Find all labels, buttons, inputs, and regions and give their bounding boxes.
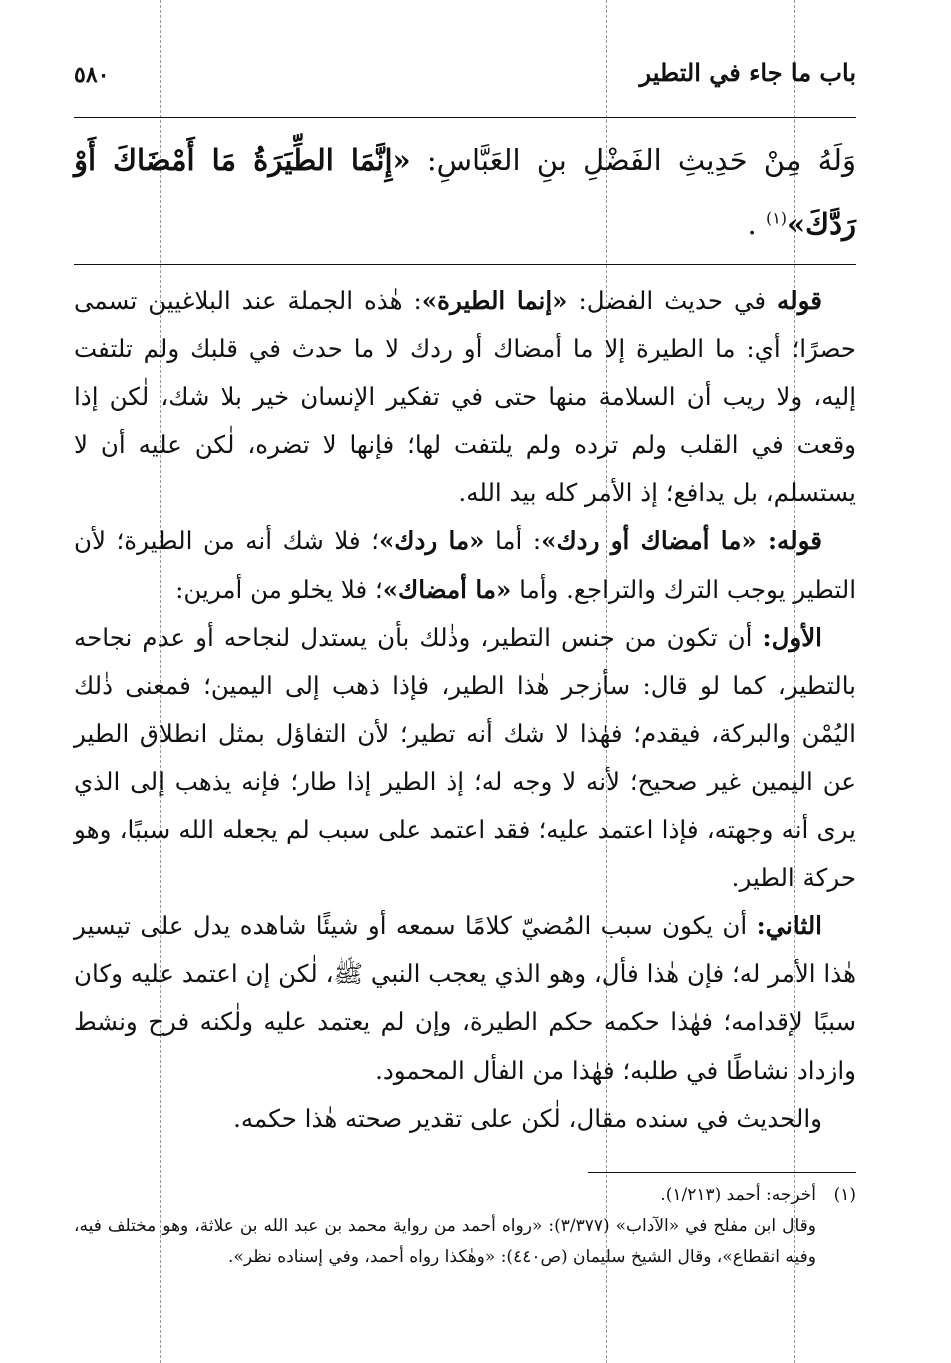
paragraph-lead: الثاني: bbox=[756, 911, 822, 941]
paragraph-text: في حديث الفضل: bbox=[567, 286, 778, 315]
commentary-paragraph-4 bbox=[74, 902, 856, 1094]
hadith-rule bbox=[74, 264, 856, 265]
paragraph-text: : أما bbox=[484, 526, 542, 556]
footnote-text: أخرجه: أحمد (١/٢١٣). bbox=[660, 1185, 816, 1205]
running-title: باب ما جاء في التطير bbox=[639, 58, 856, 87]
footnotes bbox=[74, 1180, 856, 1273]
commentary bbox=[74, 277, 856, 1143]
hadith-end: . bbox=[747, 207, 766, 241]
hadith-quote: «إِنَّمَا الطِّيَرَةُ مَا أَمْضَاكَ أَوْ رَدَّكَ» bbox=[74, 143, 856, 241]
commentary-paragraph-3 bbox=[74, 614, 856, 903]
paragraph-text: ؛ فلا شك أنه من الطيرة؛ لأن التطير يوجب الترك والتراجع. وأما bbox=[74, 526, 856, 604]
book-page bbox=[74, 0, 856, 1363]
quoted-phrase: «ما ردك» bbox=[378, 526, 485, 556]
commentary-paragraph-2 bbox=[74, 517, 856, 613]
paragraph-lead: الأول: bbox=[762, 622, 822, 652]
hadith-text bbox=[74, 128, 856, 256]
quoted-phrase: «إنما الطيرة» bbox=[421, 286, 568, 315]
footnote-rule bbox=[588, 1172, 856, 1173]
paragraph-text: والحديث في سنده مقال، لٰكن على تقدير صحته هٰذا حكمه. bbox=[233, 1103, 822, 1133]
footnote-mark: (١) bbox=[833, 1185, 856, 1205]
paragraph-lead: قوله: «ما أمضاك أو ردك» bbox=[541, 526, 822, 556]
quoted-phrase: «ما أمضاك» bbox=[382, 574, 512, 604]
commentary-paragraph-5 bbox=[74, 1095, 856, 1143]
paragraph-text: : هٰذه الجملة عند البلاغيين تسمى حصرًا؛ أي: ما الطيرة إلا ما أمضاك أو ردك لا ما حدث في قلبك ولم تلتفت إليه، ولا ريب أن السلامة منها حتى في تفكير الإنسان خير بلا شك، لٰكن إذا وقعت في القلب ولم ترده ولم يلتفت لها؛ فإنها لا تضره، لٰكن عليه أن لا يستسلم، بل يدافع؛ إذ الأمر كله بيد الله. bbox=[74, 286, 856, 508]
paragraph-lead: قوله bbox=[777, 286, 823, 315]
paragraph-text: ؛ فلا يخلو من أمرين: bbox=[175, 574, 383, 604]
paragraph-text: أن يكون سبب المُضيّ كلامًا سمعه أو شيئًا شاهده يدل على تيسير هٰذا الأمر له؛ فإن هٰذا فأل، وهو الذي يعجب النبي ﷺ، لٰكن إن اعتمد عليه وكان سببًا لإقدامه؛ فهٰذا حكمه حكم الطيرة، وإن لم يعتمد عليه ولٰكنه فرح ونشط وازداد نشاطًا في طلبه؛ فهٰذا من الفأل المحمود. bbox=[74, 911, 856, 1085]
hadith-intro: وَلَهُ مِنْ حَدِيثِ الفَضْلِ بنِ العَبَّاسِ: bbox=[410, 143, 857, 177]
footnote-reference[interactable]: (١) bbox=[765, 208, 788, 228]
page-number: ٥٨٠ bbox=[74, 62, 110, 88]
commentary-paragraph-1 bbox=[74, 277, 856, 517]
paragraph-text: أن تكون من جنس التطير، وذٰلك بأن يستدل لنجاحه أو عدم نجاحه بالتطير، كما لو قال: سأزجر هٰذا الطير، فإذا ذهب إلى اليمين؛ فمعنى ذٰلك اليُمْن والبركة، فيقدم؛ فهٰذا لا شك أنه تطير؛ لأن التفاؤل بمثل انطلاق الطير عن اليمين غير صحيح؛ لأنه لا وجه له؛ إذ الطير إذا طار؛ فإنه يذهب إلى الذي يرى أنه وجهته، فإذا اعتمد عليه؛ فقد اعتمد على سبب لم يجعله الله سببًا، وهو حركة الطير. bbox=[74, 622, 856, 893]
footnote-1 bbox=[74, 1180, 856, 1211]
footnote-1-continued: وقال ابن مفلح في «الآداب» (٣/٣٧٧): «رواه أحمد من رواية محمد بن عبد الله بن علاثة، وهو مختلف فيه، وفيه انقطاع»، وقال الشيخ سليمان (ص٤٤٠): «وهٰكذا رواه أحمد، وفي إسناده نظر». bbox=[74, 1216, 816, 1267]
header-rule bbox=[74, 117, 856, 118]
